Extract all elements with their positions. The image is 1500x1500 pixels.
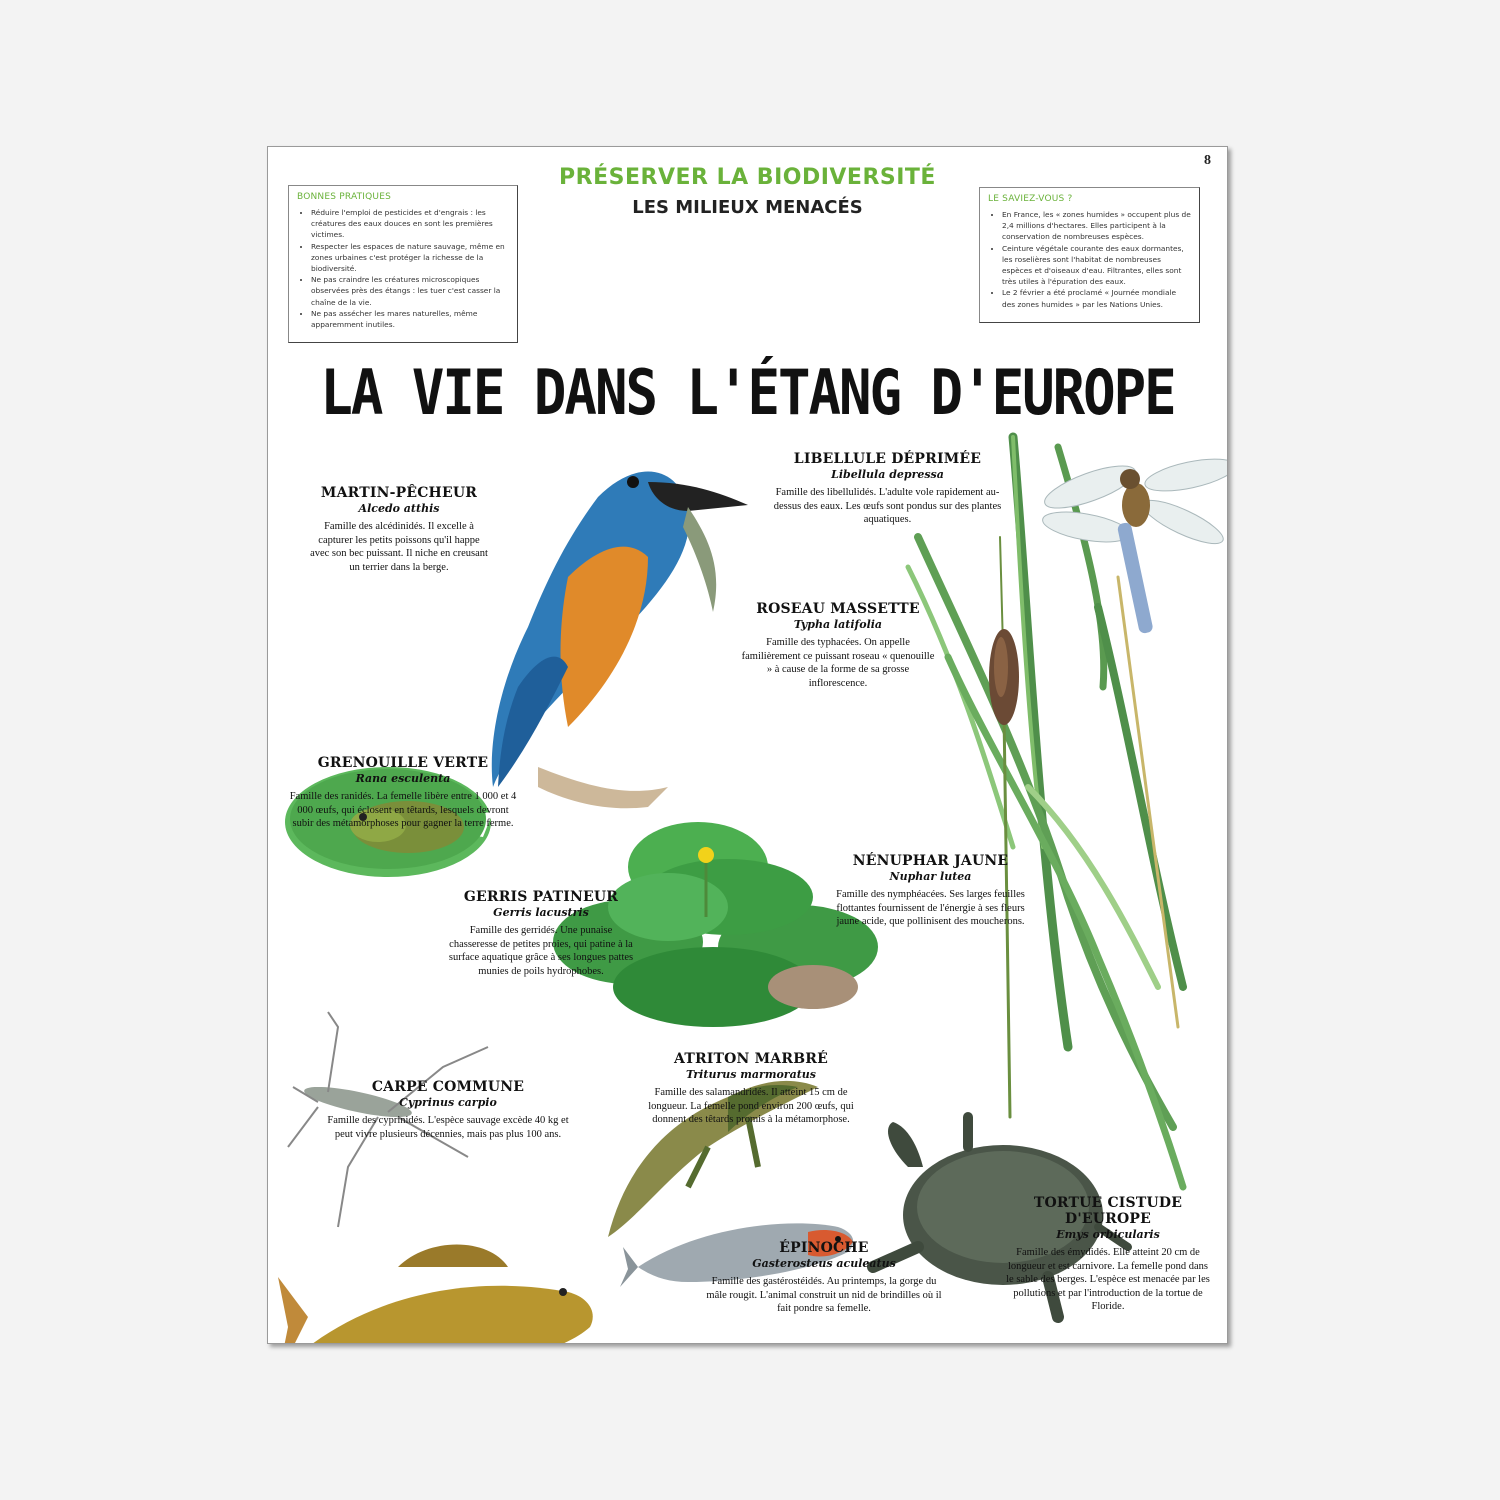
did-you-know-list bbox=[980, 209, 1199, 310]
poster bbox=[267, 146, 1228, 1344]
list-item: • En France, les « zones humides » occupent plus de 2,4 millions d'hectares. Elles participent à la conservation de nombreuses espèces. bbox=[1002, 209, 1191, 243]
species-water-strider bbox=[446, 889, 636, 978]
species-newt bbox=[636, 1051, 866, 1127]
good-practices-box bbox=[288, 185, 518, 343]
species-latin: Rana esculenta bbox=[355, 772, 451, 785]
list-item: • Réduire l'emploi de pesticides et d'engrais : les créatures des eaux douces en sont les premières victimes. bbox=[311, 207, 509, 241]
species-latin: Nuphar lutea bbox=[889, 870, 972, 883]
species-turtle bbox=[1003, 1195, 1213, 1314]
species-latin: Gerris lacustris bbox=[493, 906, 589, 919]
carp-illustration bbox=[278, 1245, 593, 1344]
kingfisher-illustration bbox=[492, 472, 748, 809]
species-description: Famille des gastérostéidés. Au printemps, la gorge du mâle rougit. L'animal construit un nid de brindilles où il fait pondre sa femelle. bbox=[706, 1276, 942, 1315]
species-latin: Typha latifolia bbox=[793, 618, 883, 631]
list-item: • Ne pas assécher les mares naturelles, même apparemment inutiles. bbox=[311, 308, 509, 330]
header-subtitle: LES MILIEUX MENACÉS bbox=[632, 197, 863, 218]
reed-illustration bbox=[908, 437, 1183, 1187]
species-name: GERRIS PATINEUR bbox=[463, 889, 619, 905]
species-name: GRENOUILLE VERTE bbox=[317, 755, 489, 771]
species-description: Famille des typhacées. On appelle familièrement ce puissant roseau « quenouille » à cause de la forme de sa grosse inflorescence. bbox=[741, 637, 935, 689]
species-name: ROSEAU MASSETTE bbox=[756, 601, 920, 617]
main-title: LA VIE DANS L'ÉTANG D'EUROPE bbox=[320, 356, 1175, 429]
species-name: CARPE COMMUNE bbox=[371, 1079, 525, 1095]
species-latin: Alcedo atthis bbox=[358, 502, 440, 515]
species-description: Famille des salamandridés. Il atteint 15 cm de longueur. La femelle pond environ 200 œufs, qui donnent des têtards promis à la métamorphose. bbox=[648, 1087, 854, 1126]
species-latin: Gasterosteus aculeatus bbox=[752, 1257, 896, 1270]
species-description: Famille des ranidés. La femelle libère entre 1 000 et 4 000 œufs, qui éclosent en têtards, lesquels devront subir des métamorphoses pour gagner la terre ferme. bbox=[289, 791, 517, 830]
did-you-know-box bbox=[979, 187, 1200, 323]
species-name: ATRITON MARBRÉ bbox=[674, 1051, 828, 1067]
species-latin: Libellula depressa bbox=[831, 468, 944, 481]
species-name: NÉNUPHAR JAUNE bbox=[852, 853, 1009, 869]
species-name: TORTUE CISTUDE D'EUROPE bbox=[1033, 1195, 1183, 1227]
species-description: Famille des émydidés. Elle atteint 20 cm de longueur et est carnivore. La femelle pond dans le sable des berges. L'espèce est menacée par les pollutions et par l'introduction de la tortue de Floride. bbox=[1006, 1247, 1210, 1313]
page-number: 8 bbox=[1204, 153, 1211, 168]
species-name: LIBELLULE DÉPRIMÉE bbox=[793, 451, 982, 467]
did-you-know-title: LE SAVIEZ-VOUS ? bbox=[988, 194, 1073, 204]
species-kingfisher bbox=[310, 485, 488, 574]
species-name: MARTIN-PÊCHEUR bbox=[320, 485, 478, 501]
species-description: Famille des libellulidés. L'adulte vole rapidement au-dessus des eaux. Les œufs sont pondus sur des plantes aquatiques. bbox=[773, 487, 1002, 526]
species-water-lily bbox=[828, 853, 1033, 929]
species-description: Famille des nymphéacées. Ses larges feuilles flottantes fournissent de l'énergie à ses fleurs jaune acide, que pollinisent des moucherons. bbox=[836, 889, 1025, 928]
list-item: • Respecter les espaces de nature sauvage, même en zones urbaines c'est protéger la richesse de la biodiversité. bbox=[311, 241, 509, 275]
list-item: • Ceinture végétale courante des eaux dormantes, les roselières sont l'habitat de nombreuses espèces et d'oiseaux d'eau. Filtrantes, elles sont très utiles à l'épuration des eaux. bbox=[1002, 243, 1191, 288]
species-description: Famille des gerridés. Une punaise chasseresse de petites proies, qui patine à la surface aquatique grâce à ses longues pattes munies de poils hydrophobes. bbox=[448, 925, 634, 977]
species-latin: Cyprinus carpio bbox=[399, 1096, 497, 1109]
species-latin: Triturus marmoratus bbox=[686, 1068, 816, 1081]
species-latin: Emys orbicularis bbox=[1056, 1228, 1160, 1241]
list-item: • Ne pas craindre les créatures microscopiques observées près des étangs : les tuer c'est casser la chaîne de la vie. bbox=[311, 274, 509, 308]
species-description: Famille des cyprinidés. L'espèce sauvage excède 40 kg et peut vivre plusieurs décennies, mais pas plus 100 ans. bbox=[327, 1115, 569, 1140]
species-reed bbox=[738, 601, 938, 690]
good-practices-list bbox=[289, 207, 517, 330]
species-stickleback bbox=[704, 1240, 944, 1316]
cattail-highlight bbox=[994, 637, 1008, 697]
header-title: PRÉSERVER LA BIODIVERSITÉ bbox=[559, 165, 936, 190]
species-name: ÉPINOCHE bbox=[779, 1240, 869, 1256]
species-carp bbox=[318, 1079, 578, 1141]
species-frog bbox=[288, 755, 518, 831]
species-description: Famille des alcédinidés. Il excelle à capturer les petits poissons qu'il happe avec son bec puissant. Il niche en creusant un terrier dans la berge. bbox=[310, 521, 488, 573]
good-practices-title: BONNES PRATIQUES bbox=[297, 192, 392, 202]
species-dragonfly bbox=[770, 451, 1005, 527]
list-item: • Le 2 février a été proclamé « Journée mondiale des zones humides » par les Nations Unies. bbox=[1002, 287, 1191, 309]
